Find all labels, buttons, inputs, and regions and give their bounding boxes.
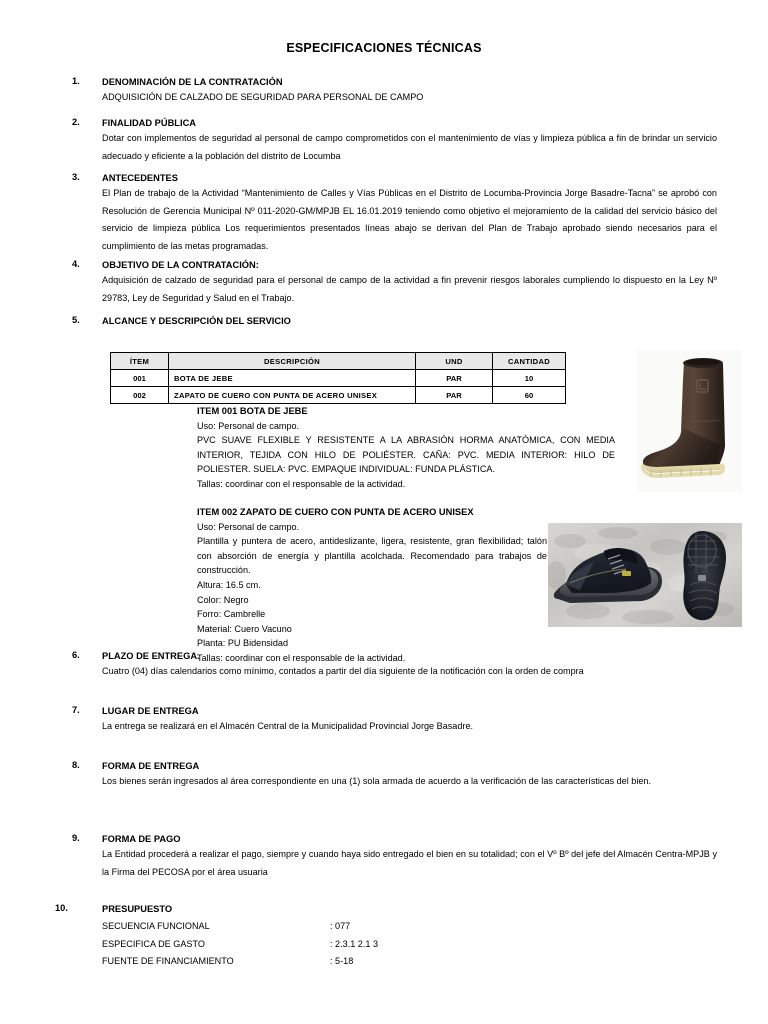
page-title: ESPECIFICACIONES TÉCNICAS: [286, 41, 482, 55]
item-002-spec-color: Color: Negro: [197, 594, 249, 605]
item-002-spec-material: Material: Cuero Vacuno: [197, 623, 292, 634]
section-6-body: Cuatro (04) días calendarios como mínimo, contados a partir del día siguiente de la notificación con la orden de compra: [102, 666, 584, 676]
item-002-description: Plantilla y puntera de acero, antideslizante, ligera, resistente, gran flexibilidad; talón con absorción de energía y plantilla acolchada. Recomendado para trabajos de construcción.: [197, 536, 547, 576]
section-2-body: Dotar con implementos de seguridad al personal de campo comprometidos con el mantenimiento de vías y limpieza pública a fin de brindar un servicio adecuado y eficiente a la población del distrito de Locumba: [102, 133, 717, 161]
budget-value-fuente-de-financiamiento: : 5-18: [330, 956, 354, 966]
cell-cantidad: 10: [493, 370, 566, 387]
section-7-heading: LUGAR DE ENTREGA: [102, 706, 199, 716]
section-3: [72, 172, 717, 255]
budget-row: [102, 918, 522, 936]
section-9-body: La Entidad procederá a realizar el pago, siempre y cuando haya sido entregado el bien en su totalidad; con el Vº Bº del jefe del Almacén Centra-MPJB y la Firma del PECOSA por el área usuaria: [102, 849, 717, 877]
section-3-body: El Plan de trabajo de la Actividad “Mantenimiento de Calles y Vías Públicas en el Distrito de Locumba-Provincia Jorge Basadre-Tacna” se aprobó con Resolución de Gerencia Municipal Nº 011-2020-GM/MPJB EL 16.01.2019 teniendo como objetivo el mejoramiento de la calidad del servicio básico del servicio de limpieza pública Los requerimientos presentados líneas abajo se derivan del Plan de Trabajo aprobado siendo necesarios para el cumplimiento de las metas programadas.: [102, 188, 717, 251]
item-001-tallas: Tallas: coordinar con el responsable de la actividad.: [197, 478, 406, 489]
item-002-spec-planta: Planta: PU Bidensidad: [197, 638, 288, 649]
section-5-heading: ALCANCE Y DESCRIPCIÓN DEL SERVICIO: [102, 316, 291, 326]
cell-und: PAR: [416, 387, 493, 404]
budget-row: [102, 953, 522, 971]
section-5-number: 5.: [72, 315, 80, 325]
section-9-heading: FORMA DE PAGO: [102, 834, 181, 844]
section-6-heading: PLAZO DE ENTREGA.: [102, 651, 200, 661]
cell-item: 002: [111, 387, 169, 404]
section-10-heading: PRESUPUESTO: [102, 904, 173, 914]
item-002-spec-forro: Forro: Cambrelle: [197, 609, 266, 620]
budget-value-secuencia-funcional: : 077: [330, 921, 351, 931]
section-2: [72, 117, 717, 165]
specification-table-wrapper: [110, 352, 565, 404]
rubber-boot-photo: [637, 350, 742, 492]
safety-shoe-photo: [548, 523, 742, 627]
table-row: [111, 370, 566, 387]
section-7: [72, 705, 717, 736]
table-header-descripcion: DESCRIPCIÓN: [169, 353, 416, 370]
section-4-number: 4.: [72, 259, 80, 269]
section-3-heading: ANTECEDENTES: [102, 173, 178, 183]
table-header-cantidad: CANTIDAD: [493, 353, 566, 370]
budget-value-especifica-de-gasto: : 2.3.1 2.1 3: [330, 938, 379, 949]
section-2-number: 2.: [72, 117, 80, 127]
section-7-body: La entrega se realizará en el Almacén Central de la Municipalidad Provincial Jorge Basadre.: [102, 721, 474, 731]
cell-cantidad: 60: [493, 387, 566, 404]
section-1-body: ADQUISICIÓN DE CALZADO DE SEGURIDAD PARA PERSONAL DE CAMPO: [102, 92, 424, 102]
section-5: [72, 315, 717, 328]
cell-descripcion: BOTA DE JEBE: [169, 370, 416, 387]
item-001-title: ITEM 001 BOTA DE JEBE: [197, 406, 308, 416]
item-002-title: ITEM 002 ZAPATO DE CUERO CON PUNTA DE ACERO UNISEX: [197, 507, 474, 517]
cell-item: 001: [111, 370, 169, 387]
budget-label-secuencia-funcional: SECUENCIA FUNCIONAL: [102, 921, 210, 931]
item-002-tallas: Tallas: coordinar con el responsable de la actividad.: [197, 652, 406, 663]
item-002-spec-altura: Altura: 16.5 cm.: [197, 579, 261, 590]
table-header-und: UND: [416, 353, 493, 370]
section-6: [72, 650, 717, 681]
item-001-details: [197, 404, 615, 492]
table-row: [111, 387, 566, 404]
section-8-number: 8.: [72, 760, 80, 770]
budget-label-fuente-de-financiamiento: FUENTE DE FINANCIAMIENTO: [102, 956, 234, 966]
budget-list: [102, 918, 522, 971]
table-header-row: [111, 353, 566, 370]
section-4-body: Adquisición de calzado de seguridad para el personal de campo de la actividad a fin prevenir riesgos laborales cumpliendo lo dispuesto en la Ley Nº 29783, Ley de Seguridad y Salud en el Trabajo.: [102, 275, 717, 303]
section-8-body: Los bienes serán ingresados al área correspondiente en una (1) sola armada de acuerdo a la verificación de las características del bien.: [102, 776, 651, 786]
budget-label-especifica-de-gasto: ESPECIFICA DE GASTO: [102, 938, 205, 949]
section-9-number: 9.: [72, 833, 80, 843]
section-1: [72, 76, 717, 107]
section-9: [72, 833, 717, 881]
section-10-number: 10.: [55, 903, 68, 913]
section-2-heading: FINALIDAD PÚBLICA: [102, 118, 196, 128]
table-header-item: ÍTEM: [111, 353, 169, 370]
section-8: [72, 760, 717, 791]
section-6-number: 6.: [72, 650, 80, 660]
item-001-uso: Uso: Personal de campo.: [197, 420, 300, 431]
section-10: [55, 903, 700, 916]
section-8-heading: FORMA DE ENTREGA: [102, 761, 200, 771]
specification-table: [110, 352, 566, 404]
section-1-number: 1.: [72, 76, 80, 86]
cell-descripcion: ZAPATO DE CUERO CON PUNTA DE ACERO UNISEX: [169, 387, 416, 404]
section-4: [72, 259, 717, 307]
item-002-uso: Uso: Personal de campo.: [197, 521, 300, 532]
section-4-heading: OBJETIVO DE LA CONTRATACIÓN:: [102, 260, 259, 270]
section-7-number: 7.: [72, 705, 80, 715]
item-001-description: PVC SUAVE FLEXIBLE Y RESISTENTE A LA ABRASIÓN HORMA ANATÓMICA, CON MEDIA INTERIOR, TEJIDA CON HILO DE POLIÉSTER. CAÑA: PVC. MEDIA INTERIOR: HILO DE POLIESTER. SUELA: PVC. EMPAQUE INDIVIDUAL: FUNDA PLÁSTICA.: [197, 435, 615, 475]
section-3-number: 3.: [72, 172, 80, 182]
cell-und: PAR: [416, 370, 493, 387]
section-1-heading: DENOMINACIÓN DE LA CONTRATACIÓN: [102, 77, 283, 87]
budget-row: [102, 936, 522, 954]
